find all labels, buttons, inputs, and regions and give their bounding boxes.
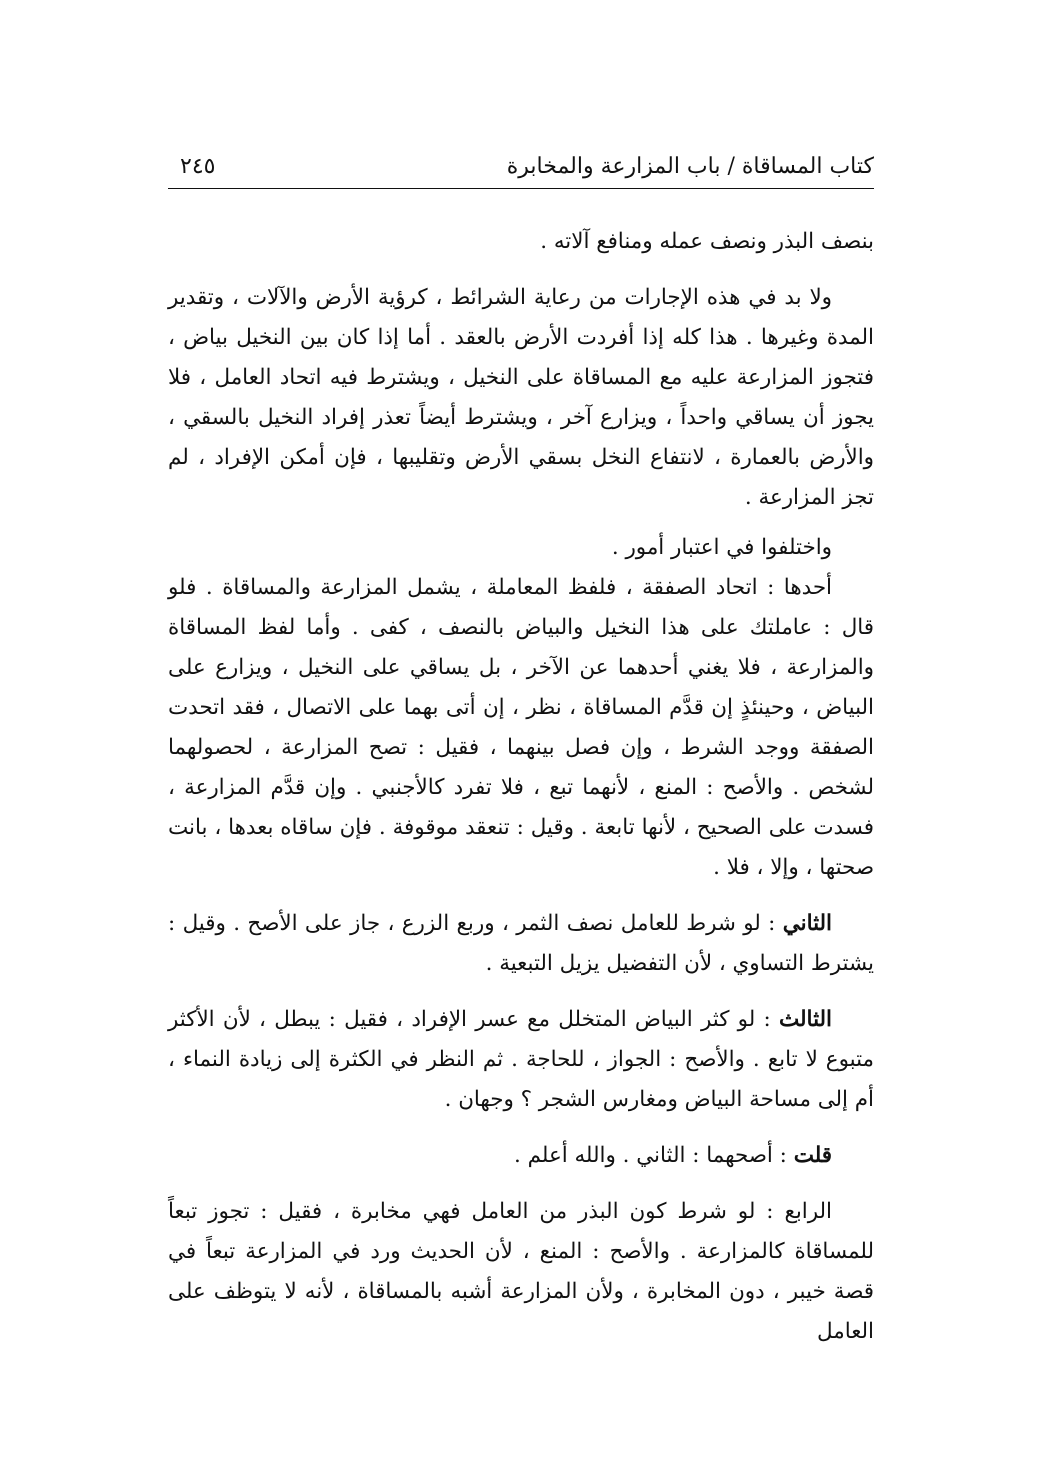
chapter-title: كتاب المساقاة / باب المزارعة والمخابرة [506, 154, 874, 179]
paragraph-first [168, 568, 874, 888]
paragraph-third [168, 1000, 874, 1120]
paragraph-text: واختلفوا في اعتبار أمور . [611, 535, 832, 560]
running-header [168, 150, 874, 190]
page-number: ٢٤٥ [180, 154, 216, 179]
paragraph-lead: قلت [793, 1143, 832, 1168]
paragraph-fourth [168, 1192, 874, 1352]
paragraph-lead: الثالث [779, 1007, 832, 1032]
paragraph-text: ولا بد في هذه الإجارات من رعاية الشرائط ، كرؤية الأرض والآلات ، وتقدير المدة وغيرها . هذا كله إذا أفردت الأرض بالعقد . أما إذا كان بين النخيل بياض ، فتجوز المزارعة عليه مع المساقاة على النخيل ، ويشترط فيه اتحاد العامل ، فلا يجوز أن يساقي واحداً ، ويزارع آخر ، ويشترط أيضاً تعذر إفراد النخيل بالسقي ، والأرض بالعمارة ، لانتفاع النخل بسقي الأرض وتقليبها ، فإن أمكن الإفراد ، لم تجز المزارعة . [168, 285, 874, 510]
header-divider [168, 188, 874, 189]
paragraph-conditions [168, 278, 874, 518]
paragraph-second [168, 904, 874, 984]
paragraph-text: : أصحهما : الثاني . والله أعلم . [514, 1143, 794, 1168]
paragraph-text: أحدها : اتحاد الصفقة ، فلفظ المعاملة ، يشمل المزارعة والمساقاة . فلو قال : عاملتك على هذا النخيل والبياض بالنصف ، كفى . وأما لفظ المساقاة والمزارعة ، فلا يغني أحدهما عن الآخر ، بل يساقي على النخيل ، ويزارع على البياض ، وحينئذٍ إن قدَّم المساقاة ، نظر ، إن أتى بهما على الاتصال ، فقد اتحدت الصفقة ووجد الشرط ، وإن فصل بينهما ، فقيل : تصح المزارعة ، لحصولهما لشخص . والأصح : المنع ، لأنهما تبع ، فلا تفرد كالأجنبي . وإن قدَّم المزارعة ، فسدت على الصحيح ، لأنها تابعة . وقيل : تنعقد موقوفة . فإن ساقاه بعدها ، بانت صحتها ، وإلا ، فلا . [168, 575, 874, 880]
paragraph-text: : لو شرط للعامل نصف الثمر ، وربع الزرع ، جاز على الأصح . وقيل : يشترط التساوي ، لأن التفضيل يزيل التبعية . [168, 911, 874, 976]
paragraph-text: الرابع : لو شرط كون البذر من العامل فهي مخابرة ، فقيل : تجوز تبعاً للمساقاة كالمزارعة . والأصح : المنع ، لأن الحديث ورد في المزارعة تبعاً في قصة خيبر ، دون المخابرة ، ولأن المزارعة أشبه بالمساقاة ، لأنه لا يتوظف على العامل [168, 1199, 874, 1344]
main-text [168, 222, 874, 1352]
paragraph-disagreement [168, 528, 874, 568]
paragraph-text: بنصف البذر ونصف عمله ومنافع آلاته . [540, 229, 874, 254]
paragraph-note [168, 1136, 874, 1176]
paragraph-continuation [168, 222, 874, 262]
paragraph-text: : لو كثر البياض المتخلل مع عسر الإفراد ، فقيل : يبطل ، لأن الأكثر متبوع لا تابع . والأصح : الجواز ، للحاجة . ثم النظر في الكثرة إلى زيادة النماء ، أم إلى مساحة البياض ومغارس الشجر ؟ وجهان . [168, 1007, 874, 1112]
paragraph-lead: الثاني [782, 911, 832, 936]
